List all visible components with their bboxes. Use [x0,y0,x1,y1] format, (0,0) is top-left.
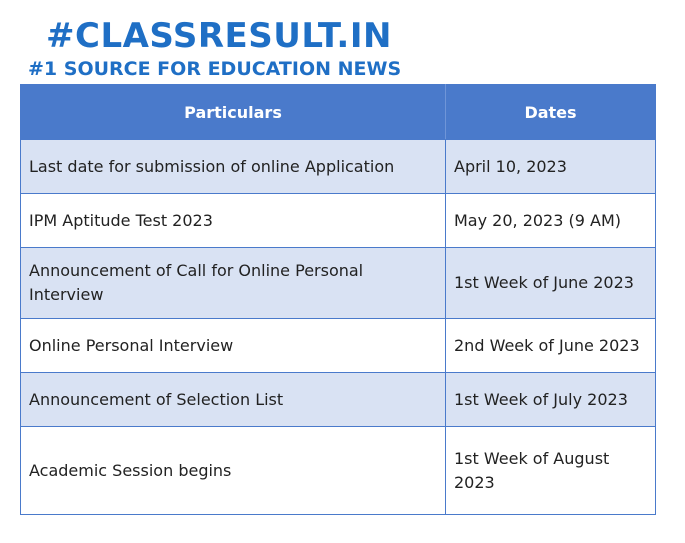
table-row [21,194,656,248]
table-row [21,319,656,373]
table-row [21,427,656,515]
header-dates: Dates [446,85,656,140]
table-row [21,140,656,194]
particular-cell: Announcement of Call for Online Personal Interview [21,248,446,319]
date-cell: April 10, 2023 [446,140,656,194]
header-particulars: Particulars [21,85,446,140]
table-row [21,373,656,427]
particular-cell: Academic Session begins [21,427,446,515]
table-row [21,248,656,319]
date-cell: May 20, 2023 (9 AM) [446,194,656,248]
date-cell: 1st Week of August 2023 [446,427,656,515]
dates-table [20,84,656,515]
particular-cell: Last date for submission of online Application [21,140,446,194]
particular-cell: IPM Aptitude Test 2023 [21,194,446,248]
watermark-subtitle: #1 SOURCE FOR EDUCATION NEWS [28,58,402,80]
watermark-title: #CLASSRESULT.IN [46,16,392,56]
table-header-row [21,85,656,140]
date-cell: 2nd Week of June 2023 [446,319,656,373]
date-cell: 1st Week of June 2023 [446,248,656,319]
particular-cell: Announcement of Selection List [21,373,446,427]
particular-cell: Online Personal Interview [21,319,446,373]
date-cell: 1st Week of July 2023 [446,373,656,427]
